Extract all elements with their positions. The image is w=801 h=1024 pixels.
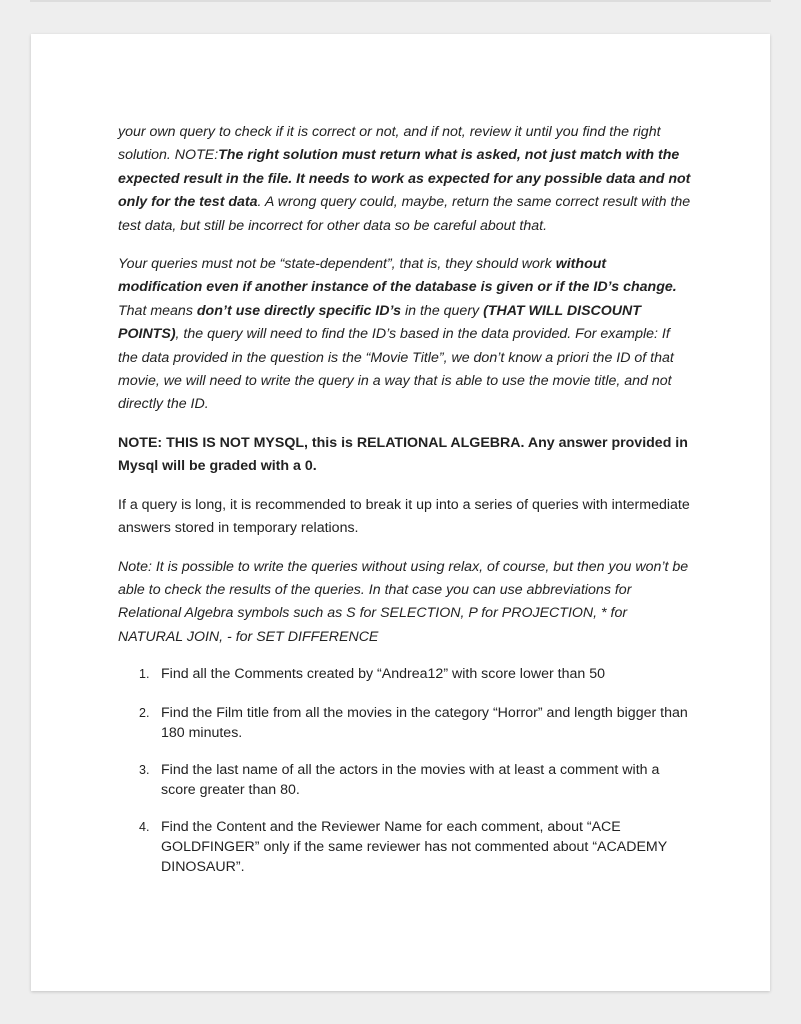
question-text: Find the last name of all the actors in the movies with at least a comment with a score greater than 80. — [161, 762, 660, 799]
question-number: 2. — [139, 706, 150, 721]
p2-bold-f: (THAT WILL DISCOUNT POINTS) — [118, 302, 641, 343]
paragraph-state-dependent — [118, 253, 693, 417]
p2-bold-d: don’t use directly specific ID’s — [196, 302, 402, 319]
question-text: Find the Film title from all the movies in the category “Horror” and length bigger than 180 minutes. — [161, 705, 688, 742]
p1-text-c: . A wrong query could, maybe, return the same correct result with the test data, but still be incorrect for other data so be careful about that. — [118, 194, 691, 234]
paragraph-not-mysql — [118, 432, 693, 479]
question-text: Find all the Comments created by “Andrea12” with score lower than 50 — [161, 666, 605, 683]
document-page — [31, 34, 770, 991]
paragraph-relax-note: Note: It is possible to write the queries without using relax, of course, but then you won’t be able to check the results of the queries. In that case you can use abbreviations for Relational Algebra symbols such as S for SELECTION, P for PROJECTION, * for NATURAL JOIN, - for SET DIFFERENCE — [118, 558, 689, 645]
p1-bold-requirement: The right solution must return what is asked, not just match with the expected result in the file. It needs to work as expected for any possible data and not only for the test data — [118, 147, 691, 211]
paragraph-correctness-note — [118, 121, 693, 238]
list-item — [118, 817, 693, 877]
document-content — [118, 121, 693, 894]
top-divider — [30, 0, 771, 2]
list-item — [118, 760, 693, 800]
question-text: Find the Content and the Reviewer Name for each comment, about “ACE GOLDFINGER” only if the same reviewer has not commented about “ACADEMY DINOSAUR”. — [161, 819, 667, 876]
p2-bold-b: without modification even if another instance of the database is given or if the ID’s change. — [118, 256, 677, 296]
question-number: 3. — [139, 763, 150, 778]
question-list — [118, 664, 693, 877]
p1-text-a: your own query to check if it is correct or not, and if not, review it until you find the right solution. NOTE: — [118, 124, 661, 164]
list-item — [118, 703, 693, 743]
list-item — [118, 664, 693, 684]
p2-text-e: in the query — [401, 302, 484, 319]
p2-text-g: , the query will need to find the ID’s based in the data provided. For example: If the data provided in the question is the “Movie Title”, we don’t know a priori the ID of that movie, we will need to write the query in a way that is able to use the movie title, and not directly the ID. — [118, 326, 674, 413]
question-number: 4. — [139, 820, 150, 835]
paragraph-long-query: If a query is long, it is recommended to break it up into a series of queries with intermediate answers stored in temporary relations. — [118, 496, 690, 537]
p2-text-a: Your queries must not be “state-dependent”, that is, they should work — [118, 256, 556, 273]
p2-text-c: That means — [118, 302, 197, 319]
not-mysql-note: NOTE: THIS IS NOT MYSQL, this is RELATIONAL ALGEBRA. Any answer provided in Mysql will be graded with a 0. — [118, 434, 688, 475]
question-number: 1. — [139, 667, 150, 682]
